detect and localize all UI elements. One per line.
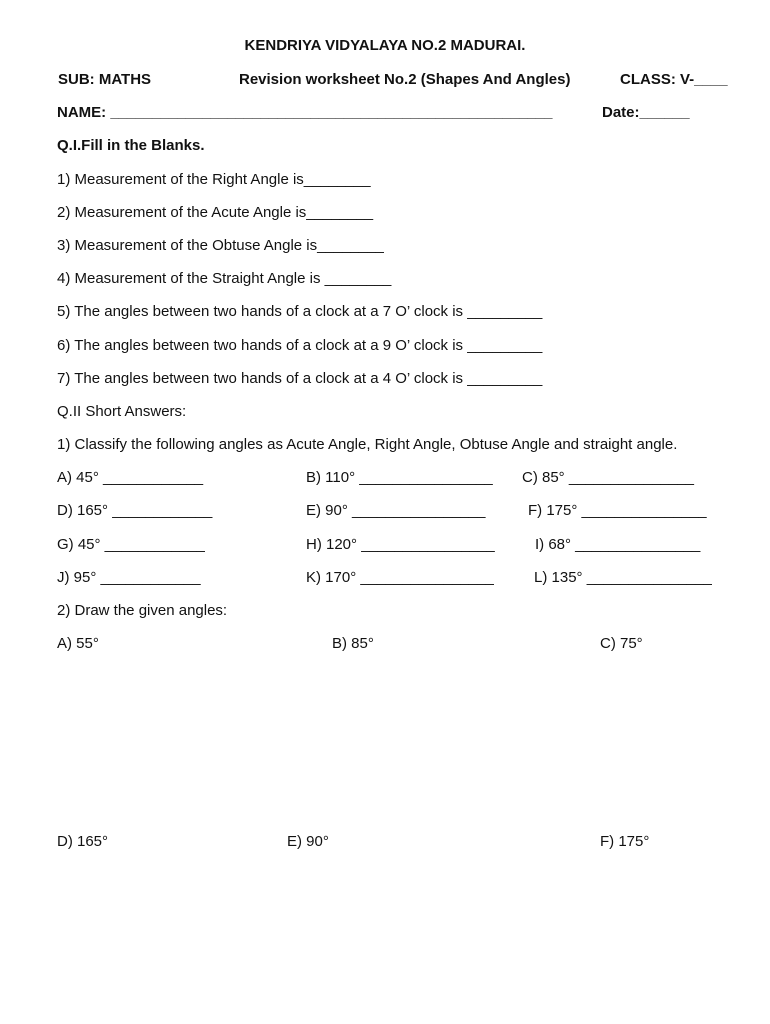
classify-item: J) 95° ____________	[57, 569, 201, 586]
class-label: CLASS: V-____	[620, 71, 728, 88]
classify-item: B) 110° ________________	[306, 469, 493, 486]
fill-blank-item: 5) The angles between two hands of a clock at a 7 O’ clock is _________	[57, 303, 543, 320]
classify-item: E) 90° ________________	[306, 502, 486, 519]
classify-item: C) 85° _______________	[522, 469, 694, 486]
fill-blank-item: 6) The angles between two hands of a clock at a 9 O’ clock is _________	[57, 337, 543, 354]
classify-item: D) 165° ____________	[57, 502, 213, 519]
school-name: KENDRIYA VIDYALAYA NO.2 MADURAI.	[244, 37, 526, 54]
name-line: NAME: _____________________________________________________	[57, 104, 553, 121]
fill-blank-item: 2) Measurement of the Acute Angle is________	[57, 204, 374, 221]
classify-item: K) 170° ________________	[306, 569, 494, 586]
draw-angle-item: B) 85°	[332, 635, 374, 652]
section2-heading: Q.II Short Answers:	[57, 403, 187, 420]
classify-item: G) 45° ____________	[57, 536, 205, 553]
draw-question: 2) Draw the given angles:	[57, 602, 228, 619]
draw-angle-item: D) 165°	[57, 833, 109, 850]
fill-blank-item: 1) Measurement of the Right Angle is________	[57, 171, 371, 188]
date-line: Date:______	[602, 104, 690, 121]
draw-angle-item: F) 175°	[600, 833, 650, 850]
section1-heading: Q.I.Fill in the Blanks.	[57, 137, 205, 154]
subject-label: SUB: MATHS	[58, 71, 152, 88]
fill-blank-item: 3) Measurement of the Obtuse Angle is________	[57, 237, 384, 254]
classify-item: I) 68° _______________	[535, 536, 701, 553]
classify-question: 1) Classify the following angles as Acute Angle, Right Angle, Obtuse Angle and straight angle.	[57, 436, 678, 453]
draw-angle-item: C) 75°	[600, 635, 643, 652]
draw-angle-item: E) 90°	[287, 833, 329, 850]
classify-item: H) 120° ________________	[306, 536, 495, 553]
classify-item: F) 175° _______________	[528, 502, 707, 519]
fill-blank-item: 4) Measurement of the Straight Angle is ________	[57, 270, 392, 287]
classify-item: A) 45° ____________	[57, 469, 204, 486]
classify-item: L) 135° _______________	[534, 569, 712, 586]
worksheet-title: Revision worksheet No.2 (Shapes And Angles)	[239, 71, 571, 88]
fill-blank-item: 7) The angles between two hands of a clock at a 4 O’ clock is _________	[57, 370, 543, 387]
draw-angle-item: A) 55°	[57, 635, 99, 652]
